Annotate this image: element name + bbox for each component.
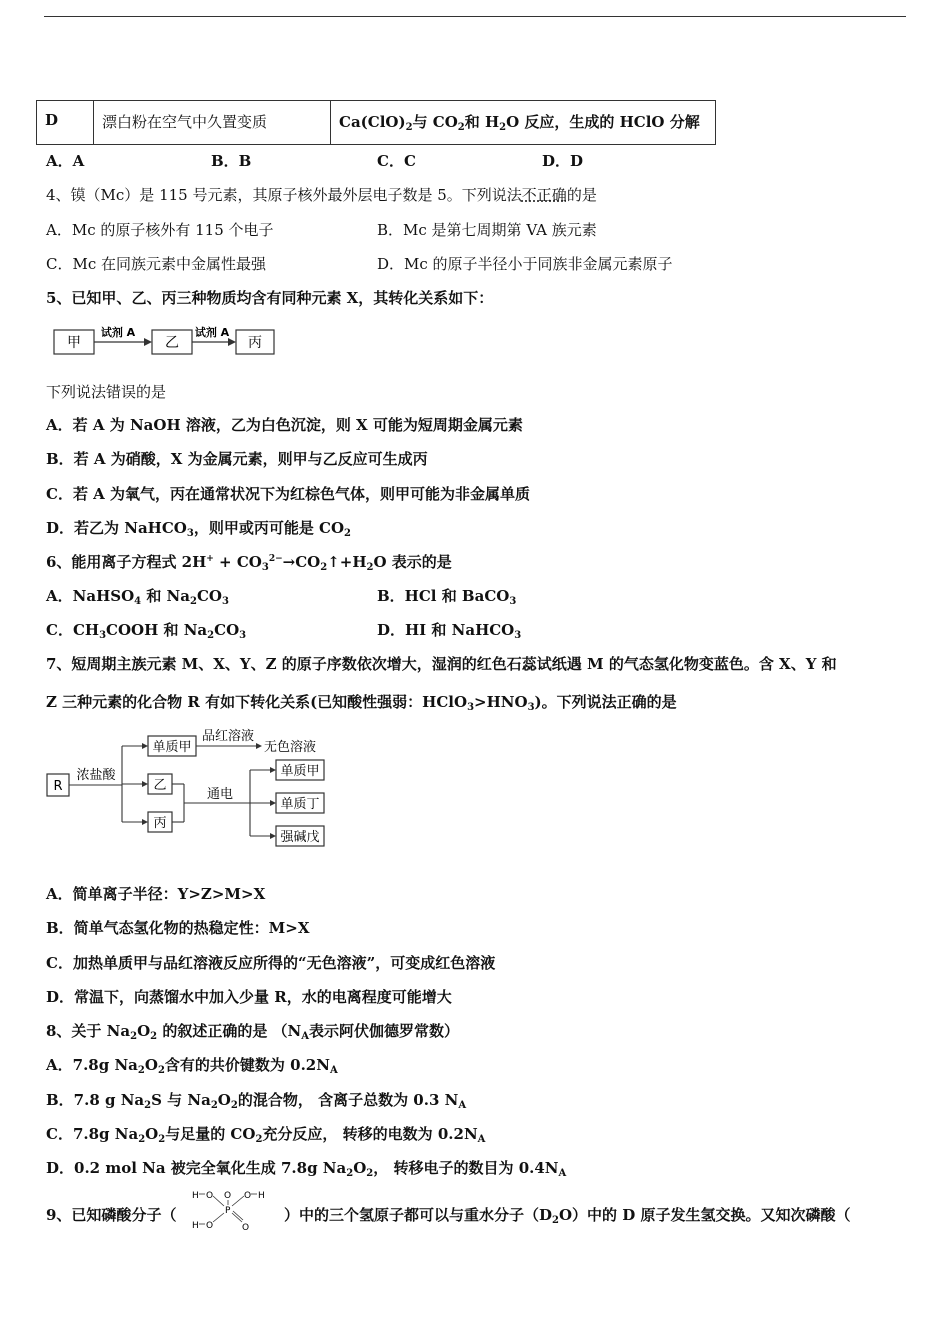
q9-atom-o2: O — [224, 1191, 232, 1201]
q9-stem-post: ）中的三个氢原子都可以与重水分子$(D_2O)$中的 D 原子发生氢交换。又知次磷酸（ — [284, 1206, 851, 1226]
q5-reagent-2: 试剂 A — [194, 326, 230, 339]
q7-stem-line2: Z 三种元素的化合物 R 有如下转化关系(已知酸性强弱：$HClO_3>HNO_3$)。下列说法正确的是 — [46, 693, 677, 713]
table-cell-label: D — [37, 101, 94, 145]
q7-label-acid: 浓盐酸 — [76, 768, 116, 783]
q3-option-d[interactable]: D．D — [542, 152, 584, 170]
q6-option-a[interactable]: A．NaHSO$_4$ 和 $Na_2CO_3$ — [46, 587, 229, 607]
q7-box-bing: 丙 — [153, 816, 167, 831]
q4-option-b[interactable]: B．Mc 是第七周期第 VA 族元素 — [377, 221, 597, 239]
q9-atom-h3: H — [192, 1221, 199, 1231]
q5-option-c[interactable]: C．若 A 为氧气，丙在通常状况下为红棕色气体，则甲可能为非金属单质 — [46, 485, 531, 503]
q6-option-b[interactable]: B．HCl 和 BaCO$_3$ — [377, 587, 517, 607]
header-rule — [44, 16, 906, 17]
q7-box-yi: 乙 — [153, 778, 167, 793]
q7-conversion-diagram — [44, 724, 344, 854]
q3-option-c[interactable]: C．C — [377, 152, 416, 170]
q9-phosphoric-acid-structure — [188, 1186, 274, 1234]
q6-option-d[interactable]: D．HI 和 NaHCO$_3$ — [377, 621, 522, 641]
q3-option-a[interactable]: A．A — [46, 152, 85, 170]
q8-option-d[interactable]: D．0.2 mol Na 被完全氧化生成 7.8g $Na_2O_2$， 转移电子的数目为 $0.4N_A$ — [46, 1159, 567, 1179]
table-row — [37, 101, 716, 145]
q9-atom-h2: H — [258, 1191, 265, 1201]
table-cell-explanation: $Ca(ClO)_2$与 $CO_2$和 $H_2O$ 反应，生成的 HClO 分解 — [331, 101, 716, 145]
q5-stem: 5、已知甲、乙、丙三种物质均含有同种元素 X，其转化关系如下： — [46, 289, 494, 307]
q7-box-out3: 强碱戊 — [280, 830, 320, 845]
q8-option-b[interactable]: B．7.8 g $Na_2S$ 与 $Na_2O_2$的混合物， 含离子总数为 0.3 $N_A$ — [46, 1091, 467, 1111]
q7-label-pinhong: 品红溶液 — [201, 729, 255, 744]
q5-conversion-diagram — [50, 320, 280, 360]
q9-atom-o5: O — [242, 1223, 250, 1233]
q9-atom-h1: H — [192, 1191, 199, 1201]
q8-stem: 8、关于 $Na_2O_2$ 的叙述正确的是 （$N_A$表示阿伏伽德罗常数） — [46, 1022, 460, 1042]
q7-option-c[interactable]: C．加热单质甲与品红溶液反应所得的“无色溶液”，可变成红色溶液 — [46, 954, 496, 972]
q4-option-a[interactable]: A．Mc 的原子核外有 115 个电子 — [46, 221, 274, 239]
q8-option-a[interactable]: A．7.8g $Na_2O_2$含有的共价键数为 $0.2N_A$ — [46, 1056, 338, 1076]
q9-atom-o4: O — [206, 1221, 214, 1231]
q5-reagent-1: 试剂 A — [100, 326, 136, 339]
q5-option-b[interactable]: B．若 A 为硝酸，X 为金属元素，则甲与乙反应可生成丙 — [46, 450, 428, 468]
q7-option-a[interactable]: A．简单离子半径：Y>Z>M>X — [46, 885, 266, 903]
q4-option-c[interactable]: C．Mc 在同族元素中金属性最强 — [46, 255, 267, 273]
q7-label-electrolysis: 通电 — [206, 787, 234, 802]
q5-box-jia: 甲 — [67, 335, 81, 351]
q8-option-c[interactable]: C．7.8g $Na_2O_2$与足量的 $CO_2$充分反应， 转移的电数为 $0.2N_A$ — [46, 1125, 486, 1145]
q7-box-out2: 单质丁 — [280, 797, 320, 812]
q7-box-r: R — [53, 779, 63, 794]
q4-stem: 4、镆（Mc）是 115 号元素，其原子核外最外层电子数是 5。下列说法不正确的是 — [46, 186, 597, 204]
q5-box-bing: 丙 — [248, 335, 262, 351]
q5-option-a[interactable]: A．若 A 为 NaOH 溶液，乙为白色沉淀，则 X 可能为短周期金属元素 — [46, 416, 523, 434]
q5-option-d[interactable]: D．若乙为 NaHCO$_3$，则甲或丙可能是 $CO_2$ — [46, 519, 352, 539]
q7-box-jia: 单质甲 — [152, 740, 192, 755]
q7-option-b[interactable]: B．简单气态氢化物的热稳定性：M>X — [46, 919, 310, 937]
q6-stem: 6、能用离子方程式 $2H^+ + CO_3^{2-}\to CO_2↑+H_2O$ 表示的是 — [46, 553, 452, 573]
q7-stem-line1: 7、短周期主族元素 M、X、Y、Z 的原子序数依次增大，湿润的红色石蕊试纸遇 M 的气态氢化物变蓝色。含 X、Y 和 — [46, 655, 837, 673]
q9-atom-o3: O — [244, 1191, 252, 1201]
answer-table — [36, 100, 716, 145]
q4-emphasis: 不正确 — [521, 186, 567, 204]
q7-label-colorless: 无色溶液 — [264, 740, 317, 755]
q9-stem-pre: 9、已知磷酸分子（ — [46, 1206, 177, 1224]
q7-option-d[interactable]: D．常温下，向蒸馏水中加入少量 R，水的电离程度可能增大 — [46, 988, 452, 1006]
q3-option-b[interactable]: B．B — [211, 152, 252, 170]
q6-option-c[interactable]: C．$CH_3COOH$ 和 $Na_2CO_3$ — [46, 621, 247, 641]
q5-substem: 下列说法错误的是 — [46, 383, 167, 401]
table-cell-phenomenon: 漂白粉在空气中久置变质 — [94, 101, 331, 145]
q9-atom-p: P — [225, 1206, 231, 1216]
q4-option-d[interactable]: D．Mc 的原子半径小于同族非金属元素原子 — [377, 255, 673, 273]
q7-box-out1: 单质甲 — [280, 764, 320, 779]
q9-atom-o1: O — [206, 1191, 214, 1201]
q5-box-yi: 乙 — [165, 335, 179, 351]
